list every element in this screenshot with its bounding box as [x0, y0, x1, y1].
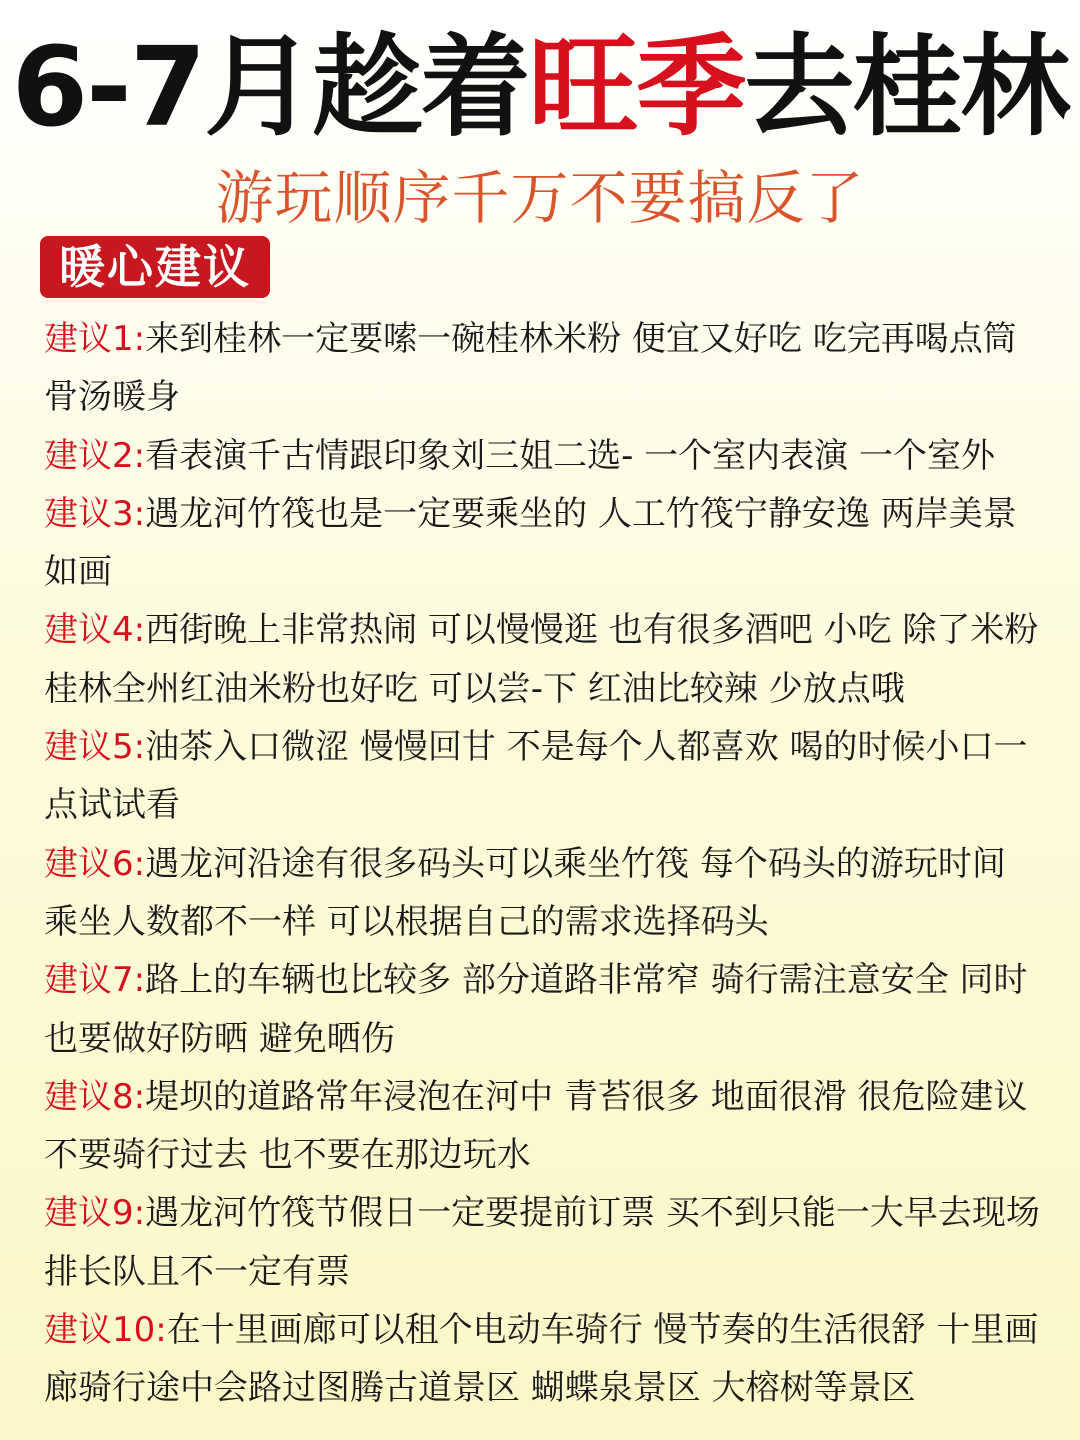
tip-item: [44, 310, 1040, 427]
tips-list: [44, 310, 1040, 1418]
tip-text: 遇龙河竹筏也是一定要乘坐的 人工竹筏宁静安逸 两岸美景如画: [44, 493, 1017, 593]
tip-text: 在十里画廊可以租个电动车骑行 慢节奏的生活很舒 十里画廊骑行途中会路过图腾古道景区 蝴蝶泉景区 大榕树等景区: [44, 1310, 1039, 1409]
tip-item: [44, 601, 1040, 718]
tip-label: 建议2:: [44, 435, 146, 476]
tip-text: 来到桂林一定要嗦一碗桂林米粉 便宜又好吃 吃完再喝点筒骨汤暖身: [44, 319, 1017, 418]
tip-label: 建议7:: [44, 960, 146, 1001]
tip-text: 遇龙河沿途有很多码头可以乘坐竹筏 每个码头的游玩时间 乘坐人数都不一样 可以根据自己的需求选择码头: [44, 843, 1006, 942]
tip-text: 西街晚上非常热闹 可以慢慢逛 也有很多酒吧 小吃 除了米粉 桂林全州红油米粉也好吃 可以尝-下 红油比较辣 少放点哦: [44, 610, 1039, 709]
tip-text: 看表演千古情跟印象刘三姐二选- 一个室内表演 一个室外: [145, 435, 995, 476]
tip-item: [44, 485, 1040, 602]
tip-label: 建议8:: [44, 1076, 146, 1117]
tip-text: 堤坝的道路常年浸泡在河中 青苔很多 地面很滑 很危险建议不要骑行过去 也不要在那边玩水: [44, 1076, 1028, 1176]
tip-text: 油茶入口微涩 慢慢回甘 不是每个人都喜欢 喝的时候小口一点试试看: [44, 727, 1028, 826]
tip-text: 路上的车辆也比较多 部分道路非常窄 骑行需注意安全 同时也要做好防晒 避免晒伤: [44, 960, 1028, 1059]
tip-item: [44, 718, 1040, 835]
tip-label: 建议5:: [44, 727, 146, 768]
tip-text: 遇龙河竹筏节假日一定要提前订票 买不到只能一大早去现场排长队且不一定有票: [44, 1193, 1040, 1292]
title-highlight: 旺季: [528, 23, 745, 151]
tip-item: [44, 1184, 1040, 1301]
section-badge: 暖心建议: [40, 236, 270, 298]
tip-label: 建议6:: [44, 843, 146, 884]
tip-label: 建议4:: [44, 610, 146, 651]
tip-label: 建议10:: [44, 1310, 167, 1351]
tip-label: 建议1:: [44, 319, 146, 359]
tip-label: 建议9:: [44, 1193, 146, 1234]
tip-item: [44, 951, 1040, 1068]
page-subtitle: 游玩顺序千万不要搞反了: [215, 164, 865, 232]
page-title: [0, 22, 1080, 152]
tip-item: [44, 427, 1040, 485]
tip-item: [44, 1068, 1040, 1185]
title-prefix: 6-7月趁着: [11, 23, 529, 151]
tip-item: [44, 1301, 1040, 1418]
tip-label: 建议3:: [44, 493, 146, 534]
title-suffix: 去桂林: [744, 23, 1069, 151]
tip-item: [44, 835, 1040, 952]
